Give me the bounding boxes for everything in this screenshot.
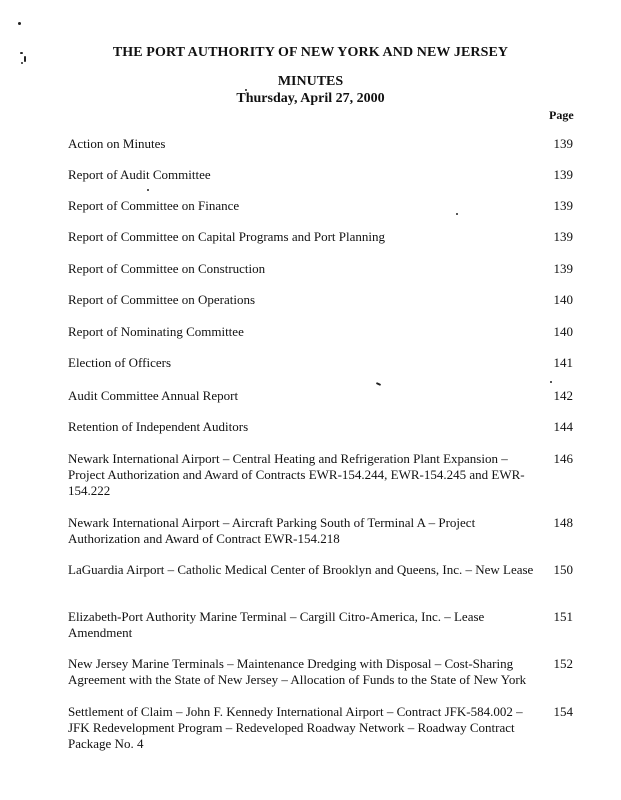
toc-entry-page: 150 [553,562,573,577]
toc-entry-title: Audit Committee Annual Report [68,388,239,403]
toc-entry [68,167,573,183]
toc-entry [68,562,573,578]
toc-entry-title: Report of Committee on Capital Programs and Port Planning [68,229,386,244]
toc-entry-title: Settlement of Claim – John F. Kennedy International Airport – Contract JFK-584.002 – JFK Redevelopment Program – Redeveloped Roadway Network – Roadway Contract Package No. 4 [68,704,523,751]
toc-entry [68,355,573,371]
toc-entry-page: 139 [553,136,573,151]
toc-entry [68,136,573,152]
toc-entry-page: 154 [553,704,573,719]
toc-entry-title: Retention of Independent Auditors [68,419,249,434]
toc-entry [68,609,573,641]
toc-entry-title: Newark International Airport – Aircraft Parking South of Terminal A – Project Authorization and Award of Contract EWR-154.218 [68,515,476,546]
toc-entry-title: Election of Officers [68,355,171,370]
toc-entry [68,229,573,245]
toc-entry-title: Report of Audit Committee [68,167,211,182]
toc-entry-title: Report of Committee on Finance [68,198,240,213]
toc-entry-page: 139 [553,167,573,182]
toc-entry-page: 144 [553,419,573,434]
scan-speck [550,381,552,383]
toc-entry-title: Report of Nominating Committee [68,324,244,339]
toc-entry-page: 140 [553,324,573,339]
toc-entry-page: 139 [553,261,573,276]
toc-entry-page: 139 [553,198,573,213]
toc-entry-page: 146 [553,451,573,466]
toc-entry-page: 141 [553,355,573,370]
toc-entry-page: 152 [553,656,573,671]
toc-entry [68,324,573,340]
toc-entry-page: 151 [553,609,573,624]
toc-entry-title: Newark International Airport – Central Heating and Refrigeration Plant Expansion – Project Authorization and Award of Contracts EWR-154.244, EWR-154.245 and EWR-154.222 [68,451,525,498]
toc-entry [68,198,573,214]
toc-entry [68,261,573,277]
scan-speck [21,62,23,64]
toc-entry-page: 139 [553,229,573,244]
toc-entry-title: Report of Committee on Operations [68,292,256,307]
scan-speck [376,382,381,386]
toc-entry [68,704,573,752]
toc-entry-title: Elizabeth-Port Authority Marine Terminal – Cargill Citro-America, Inc. – Lease Amendment [68,609,485,640]
toc-entry-title: LaGuardia Airport – Catholic Medical Center of Brooklyn and Queens, Inc. – New Lease [68,562,534,577]
organization-title: THE PORT AUTHORITY OF NEW YORK AND NEW JERSEY [112,45,509,60]
document-title: MINUTES [277,74,344,89]
toc-entry [68,515,573,547]
scan-speck [18,22,21,25]
page-column-header: Page [549,108,574,122]
toc-entry [68,419,573,435]
meeting-date: Thursday, April 27, 2000 [236,91,385,106]
toc-entry-page: 140 [553,292,573,307]
toc-entry-page: 142 [553,388,573,403]
toc-entry [68,292,573,308]
toc-entry [68,451,573,499]
toc-entry [68,656,573,688]
toc-entry [68,388,573,404]
toc-entry-title: Report of Committee on Construction [68,261,266,276]
toc-entry-title: New Jersey Marine Terminals – Maintenance Dredging with Disposal – Cost-Sharing Agreement with the State of New Jersey – Allocation of Funds to the State of New York [68,656,527,687]
toc-entry-title: Action on Minutes [68,136,166,151]
scan-speck [147,189,149,191]
toc-entry-page: 148 [553,515,573,530]
